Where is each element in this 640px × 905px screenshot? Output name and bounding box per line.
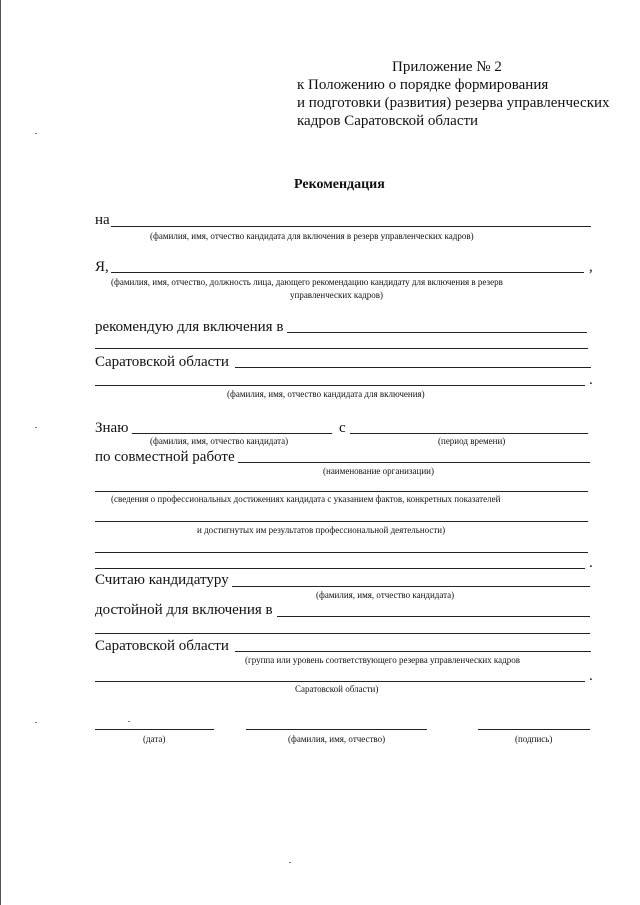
worthy-extra-line[interactable] (95, 633, 590, 634)
fio-hint: (фамилия, имя, отчество) (288, 734, 386, 744)
appendix-line-2: к Положению о порядке формирования (297, 77, 549, 93)
worthy-label: достойной для включения в (95, 602, 273, 618)
scan-speck (289, 862, 291, 863)
fio-field-line[interactable] (246, 729, 427, 730)
period-1: . (589, 372, 593, 388)
znayu-label: Знаю (95, 420, 129, 436)
consider-hint: (фамилия, имя, отчество кандидата) (316, 590, 455, 600)
recommend-field-line[interactable] (287, 332, 587, 333)
date-field-line[interactable] (95, 729, 214, 730)
page-left-edge (0, 0, 1, 905)
saratov-field-line-2[interactable] (235, 651, 591, 652)
achievements-hint-2: и достигнутых им результатов профессиональной деятельности) (197, 525, 446, 535)
s-label: с (339, 420, 346, 436)
signature-hint: (подпись) (515, 734, 553, 744)
na-hint: (фамилия, имя, отчество кандидата для включения в резерв управленческих кадров) (150, 231, 474, 241)
appendix-line-3: и подготовки (развития) резерва управленческих (297, 95, 610, 111)
ya-hint-line-2: управленческих кадров) (290, 290, 383, 300)
saratov-label-1: Саратовской области (95, 354, 229, 370)
candidate-hint-1: (фамилия, имя, отчество кандидата для включения) (227, 389, 425, 399)
achievements-line-2[interactable] (95, 521, 588, 522)
document-title: Рекомендация (294, 177, 385, 192)
org-field-line[interactable] (238, 462, 590, 463)
scan-speck (35, 133, 37, 134)
znayu-field-line[interactable] (132, 433, 332, 434)
date-hint: (дата) (143, 734, 166, 744)
appendix-number: Приложение № 2 (392, 59, 502, 75)
org-hint: (наименование организации) (323, 466, 434, 476)
group-hint-2: Саратовской области) (295, 684, 379, 694)
ya-field-line[interactable] (111, 272, 584, 273)
period-field-line[interactable] (350, 433, 588, 434)
ya-label: Я, (95, 259, 109, 275)
ya-comma: , (589, 259, 593, 275)
na-label: на (95, 212, 110, 228)
candidate-line-1[interactable] (95, 385, 585, 386)
appendix-line-4: кадров Саратовской области (297, 113, 479, 129)
signature-field-line[interactable] (478, 729, 590, 730)
period-2: . (589, 555, 593, 571)
saratov-field-line-1[interactable] (235, 367, 591, 368)
scan-speck (128, 721, 130, 722)
saratov-label-2: Саратовской области (95, 638, 229, 654)
znayu-hint: (фамилия, имя, отчество кандидата) (150, 436, 289, 446)
worthy-field-line[interactable] (277, 616, 590, 617)
recommend-label: рекомендую для включения в (95, 319, 284, 335)
achievements-line-4[interactable] (95, 568, 585, 569)
recommend-extra-line[interactable] (95, 348, 588, 349)
consider-field-line[interactable] (232, 586, 590, 587)
achievements-line-3[interactable] (95, 552, 588, 553)
ya-hint-line-1: (фамилия, имя, отчество, должность лица, дающего рекомендацию кандидату для включения в резерв (111, 277, 503, 287)
consider-label: Считаю кандидатуру (95, 572, 229, 588)
joint-work-label: по совместной работе (95, 449, 235, 465)
group-hint-1: (группа или уровень соответствующего резерва управленческих кадров (245, 655, 520, 665)
na-field-line[interactable] (111, 226, 591, 227)
group-line[interactable] (95, 681, 585, 682)
scan-speck (35, 427, 37, 428)
period-hint: (период времени) (438, 436, 506, 446)
achievements-hint-1: (сведения о профессиональных достижениях кандидата с указанием фактов, конкретных показателей (111, 494, 501, 504)
period-3: . (589, 668, 593, 684)
achievements-line-1[interactable] (95, 491, 588, 492)
scan-speck (35, 722, 37, 723)
